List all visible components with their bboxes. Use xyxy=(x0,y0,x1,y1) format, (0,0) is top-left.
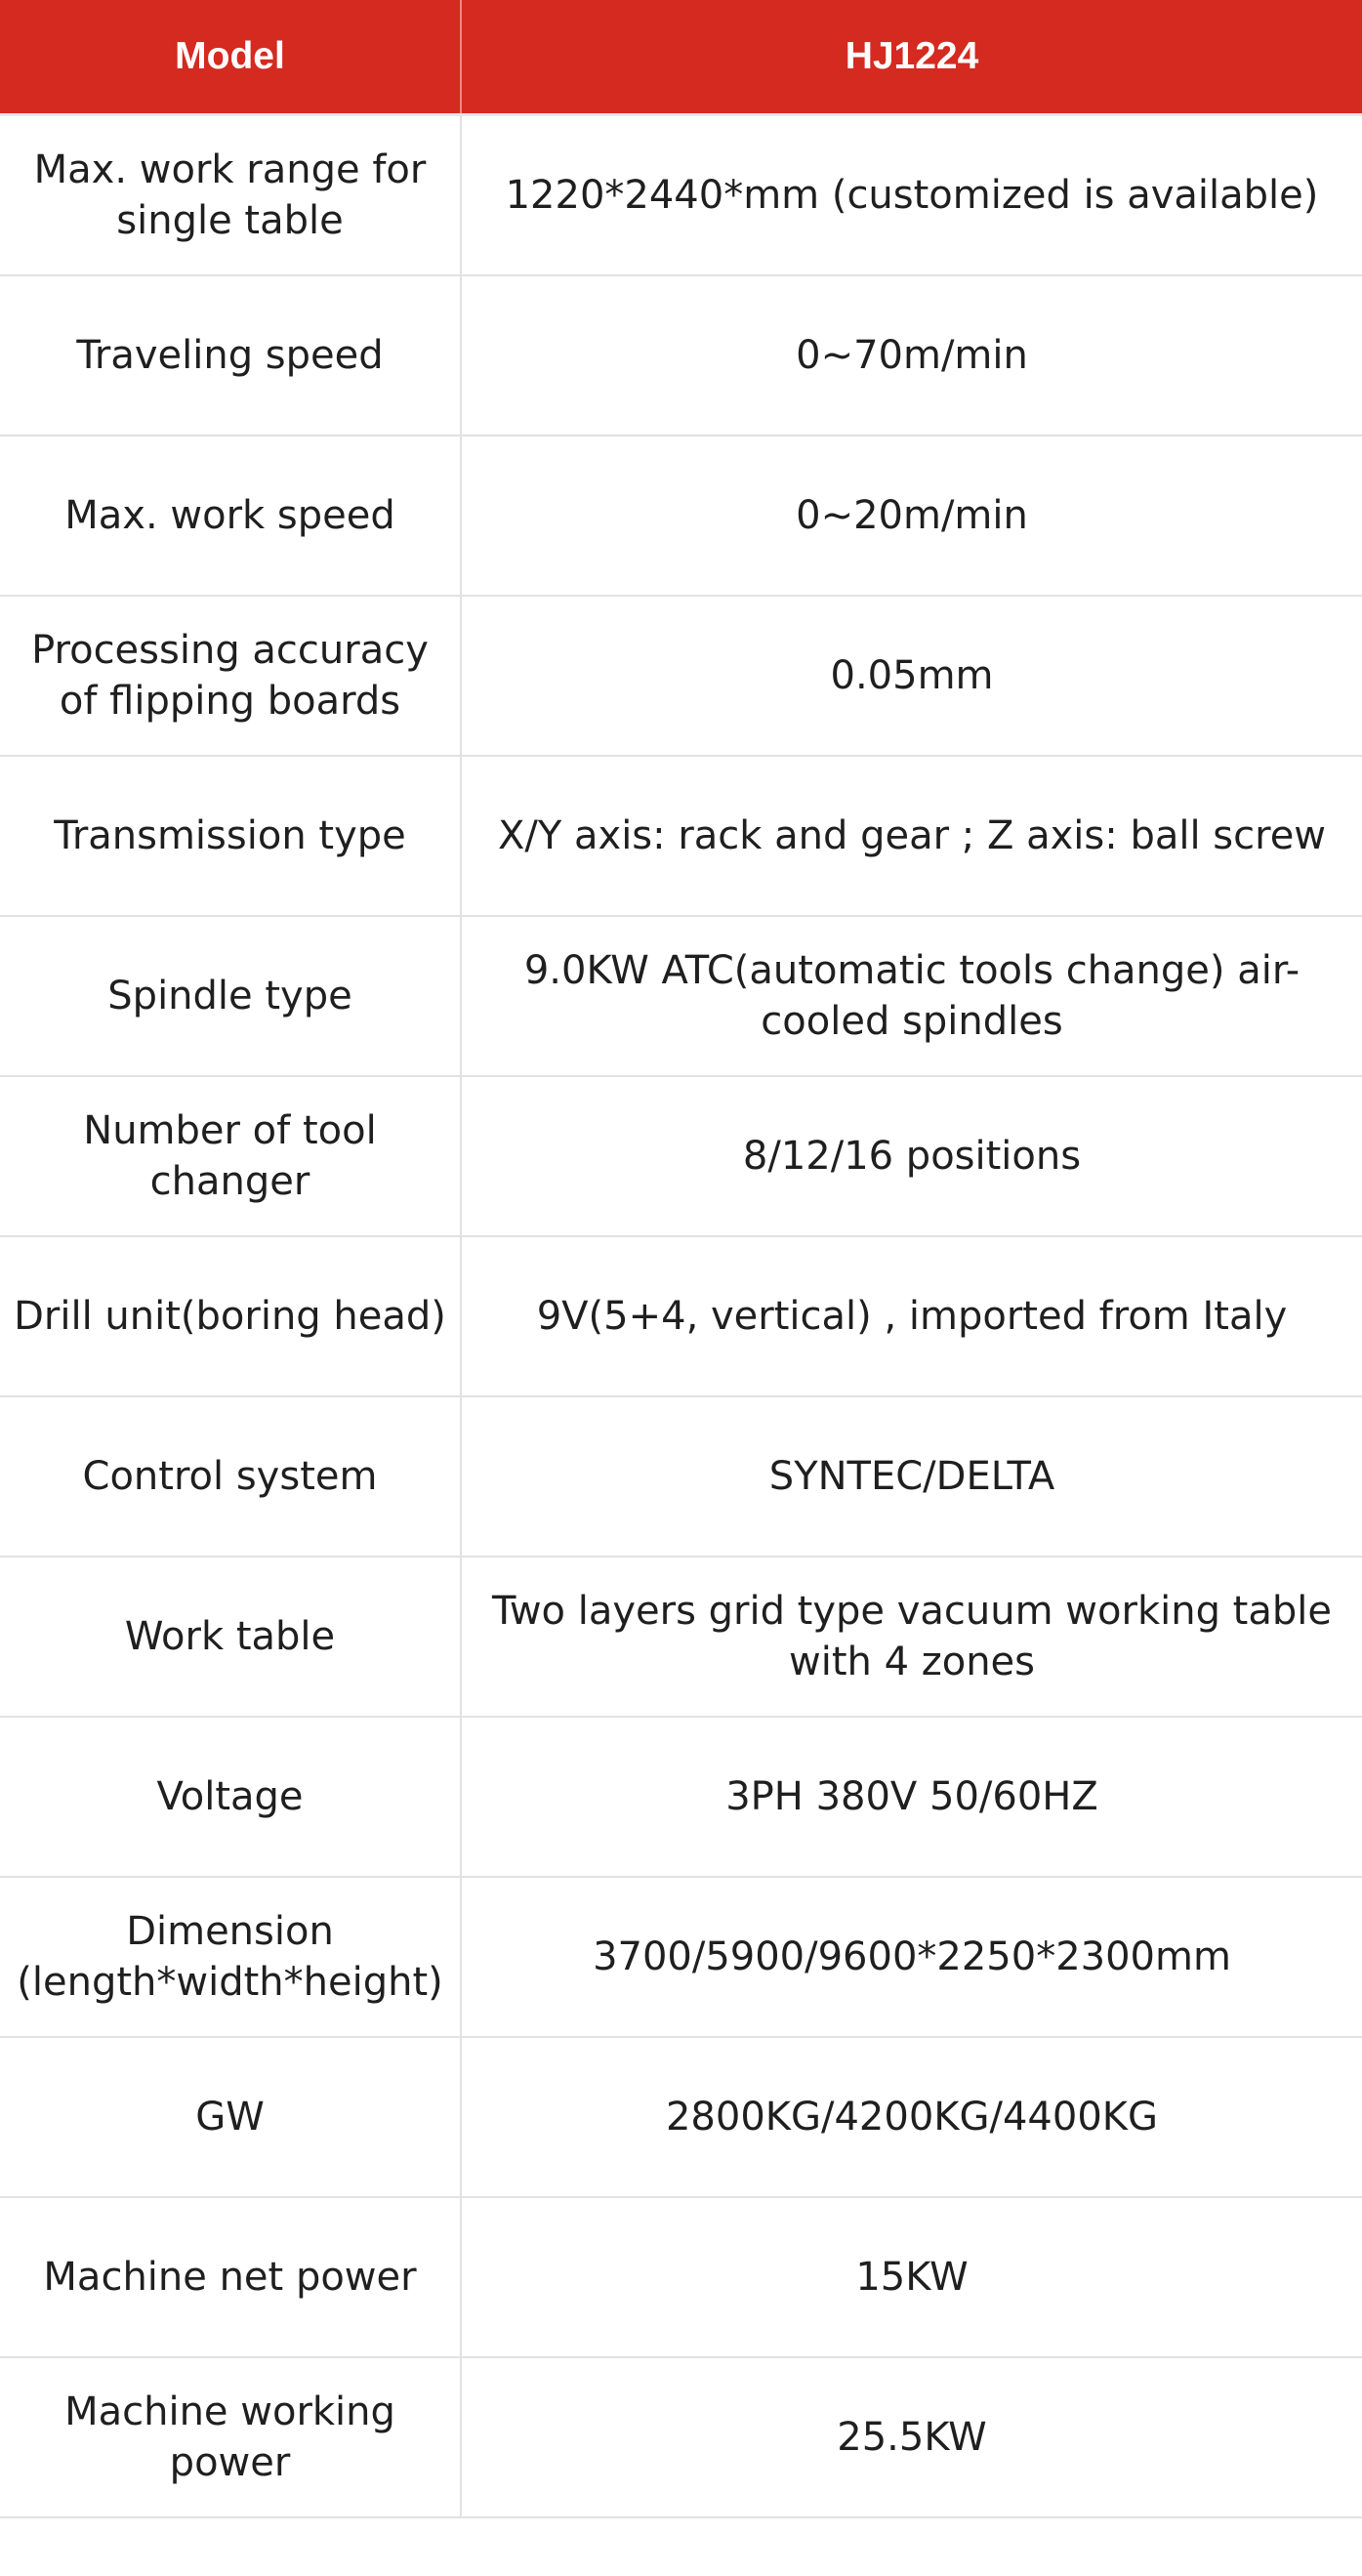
row-label: Traveling speed xyxy=(0,275,461,436)
row-value: 3700/5900/9600*2250*2300mm xyxy=(461,1877,1362,2037)
table-row xyxy=(0,115,1362,275)
row-value: SYNTEC/DELTA xyxy=(461,1396,1362,1557)
header-model-label: Model xyxy=(0,0,461,115)
table-row xyxy=(0,596,1362,756)
table-row xyxy=(0,2357,1362,2517)
row-value: Two layers grid type vacuum working table with 4 zones xyxy=(461,1557,1362,1717)
table-row xyxy=(0,436,1362,596)
row-value: 0.05mm xyxy=(461,596,1362,756)
table-row xyxy=(0,275,1362,436)
row-value: 9.0KW ATC(automatic tools change) air-cooled spindles xyxy=(461,916,1362,1076)
row-value: 9V(5+4, vertical) , imported from Italy xyxy=(461,1236,1362,1396)
row-label: Processing accuracy of flipping boards xyxy=(0,596,461,756)
row-label: Transmission type xyxy=(0,756,461,916)
table-row xyxy=(0,2037,1362,2197)
header-model-value: HJ1224 xyxy=(461,0,1362,115)
table-row xyxy=(0,1557,1362,1717)
row-value: X/Y axis: rack and gear ; Z axis: ball screw xyxy=(461,756,1362,916)
table-row xyxy=(0,1236,1362,1396)
row-label: Work table xyxy=(0,1557,461,1717)
table-row xyxy=(0,1877,1362,2037)
table-row xyxy=(0,1396,1362,1557)
row-value: 3PH 380V 50/60HZ xyxy=(461,1717,1362,1877)
row-label: Number of tool changer xyxy=(0,1076,461,1236)
table-row xyxy=(0,916,1362,1076)
row-label: GW xyxy=(0,2037,461,2197)
row-value: 8/12/16 positions xyxy=(461,1076,1362,1236)
row-value: 15KW xyxy=(461,2197,1362,2357)
row-label: Machine working power xyxy=(0,2357,461,2517)
row-value: 0~70m/min xyxy=(461,275,1362,436)
row-value: 2800KG/4200KG/4400KG xyxy=(461,2037,1362,2197)
row-value: 1220*2440*mm (customized is available) xyxy=(461,115,1362,275)
row-label: Machine net power xyxy=(0,2197,461,2357)
row-value: 0~20m/min xyxy=(461,436,1362,596)
table-row xyxy=(0,756,1362,916)
row-label: Max. work speed xyxy=(0,436,461,596)
row-label: Max. work range for single table xyxy=(0,115,461,275)
row-value: 25.5KW xyxy=(461,2357,1362,2517)
row-label: Control system xyxy=(0,1396,461,1557)
row-label: Drill unit(boring head) xyxy=(0,1236,461,1396)
row-label: Dimension (length*width*height) xyxy=(0,1877,461,2037)
table-row xyxy=(0,1717,1362,1877)
header-row xyxy=(0,0,1362,115)
table-row xyxy=(0,2197,1362,2357)
row-label: Voltage xyxy=(0,1717,461,1877)
row-label: Spindle type xyxy=(0,916,461,1076)
table-row xyxy=(0,1076,1362,1236)
